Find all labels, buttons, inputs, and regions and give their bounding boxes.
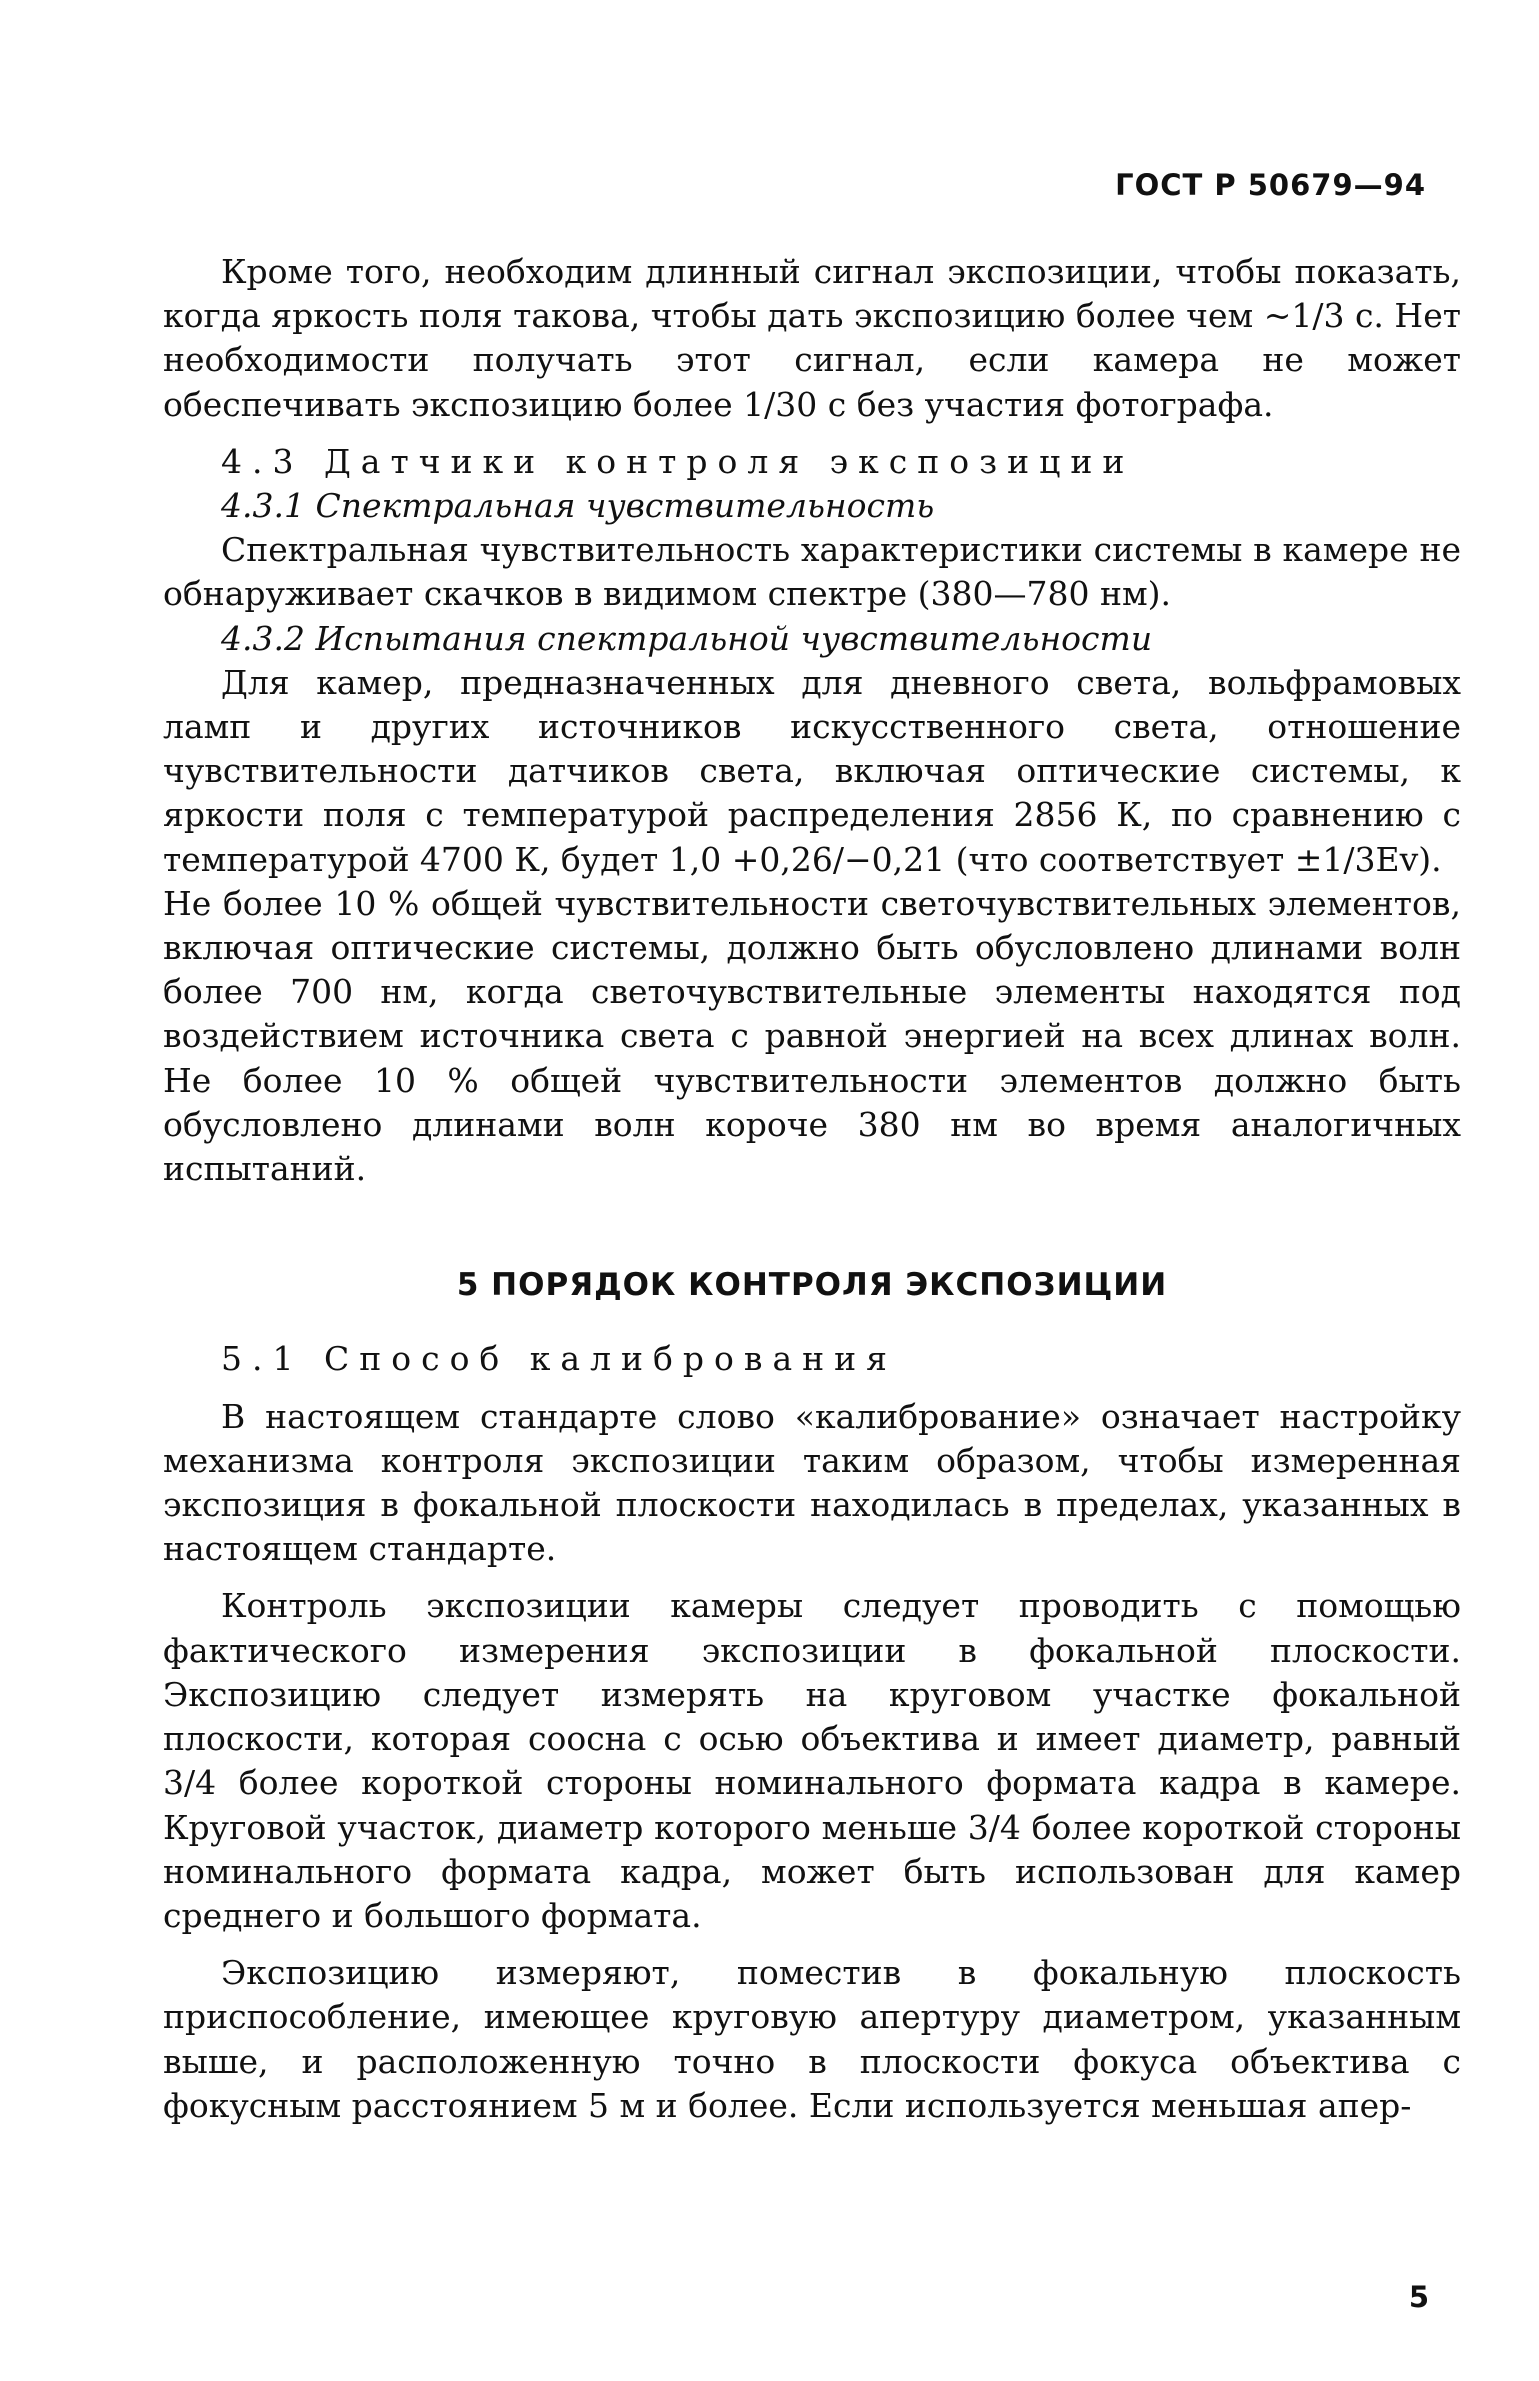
- document-body: [163, 250, 1461, 2128]
- subsection-heading: 4.3 Датчики контроля экспозиции: [221, 441, 1135, 481]
- paragraph: Не более 10 % общей чувствительности светочувствительных элементов, включая оптические системы, должно быть обусловлено длинами волн более 700 нм, когда светочувствительные элементы находятся под воздействием источника света с равной энергией на всех длинах волн. Не более 10 % общей чувствительности элементов должно быть обусловлено длинами волн короче 380 нм во время аналогичных испытаний.: [163, 883, 1461, 1189]
- paragraph: Кроме того, необходим длинный сигнал экспозиции, чтобы показать, когда яркость поля такова, чтобы дать экспозицию более чем ~1/3 с. Нет необходимости получать этот сигнал, если камера не может обеспечивать экспозицию более 1/30 с без участия фотографа.: [163, 252, 1461, 424]
- paragraph: В настоящем стандарте слово «калибрование» означает настройку механизма контроля экспозиции таким образом, чтобы измеренная экспозиция в фокальной плоскости находилась в пределах, указанных в настоящем стандарте.: [163, 1396, 1461, 1569]
- paragraph: Для камер, предназначенных для дневного света, вольфрамовых ламп и других источников искусственного света, отношение чувствительности датчиков света, включая оптические системы, к яркости поля с температурой распределения 2856 К, по сравнению с температурой 4700 К, будет 1,0 +0,26/−0,21 (что соответствует ±1/3Ev).: [163, 662, 1461, 879]
- paragraph: Контроль экспозиции камеры следует проводить с помощью фактического измерения экспозиции в фокальной плоскости. Экспозицию следует измерять на круговом участке фокальной плоскости, которая соосна с осью объектива и имеет диаметр, равный 3/4 более короткой стороны номинального формата кадра в камере. Круговой участок, диаметр которого меньше 3/4 более короткой стороны номинального формата кадра, может быть использован для камер среднего и большого формата.: [163, 1586, 1461, 1935]
- subsection-heading: 4.3.1 Спектральная чувствительность: [221, 486, 935, 526]
- section-heading: 5 ПОРЯДОК КОНТРОЛЯ ЭКСПОЗИЦИИ: [456, 1267, 1168, 1304]
- subsection-heading: 5.1 Способ калибрования: [221, 1339, 897, 1379]
- paragraph: Спектральная чувствительность характеристики системы в камере не обнаруживает скачков в видимом спектре (380—780 нм).: [163, 530, 1461, 614]
- subsection-heading: 4.3.2 Испытания спектральной чувствительности: [221, 618, 1153, 658]
- paragraph: Экспозицию измеряют, поместив в фокальную плоскость приспособление, имеющее круговую апертуру диаметром, указанным выше, и расположенную точно в плоскости фокуса объектива с фокусным расстоянием 5 м и более. Если используется меньшая апер-: [163, 1953, 1461, 2125]
- page-number: 5: [1408, 2280, 1429, 2314]
- document-header: ГОСТ Р 50679—94: [1115, 168, 1426, 202]
